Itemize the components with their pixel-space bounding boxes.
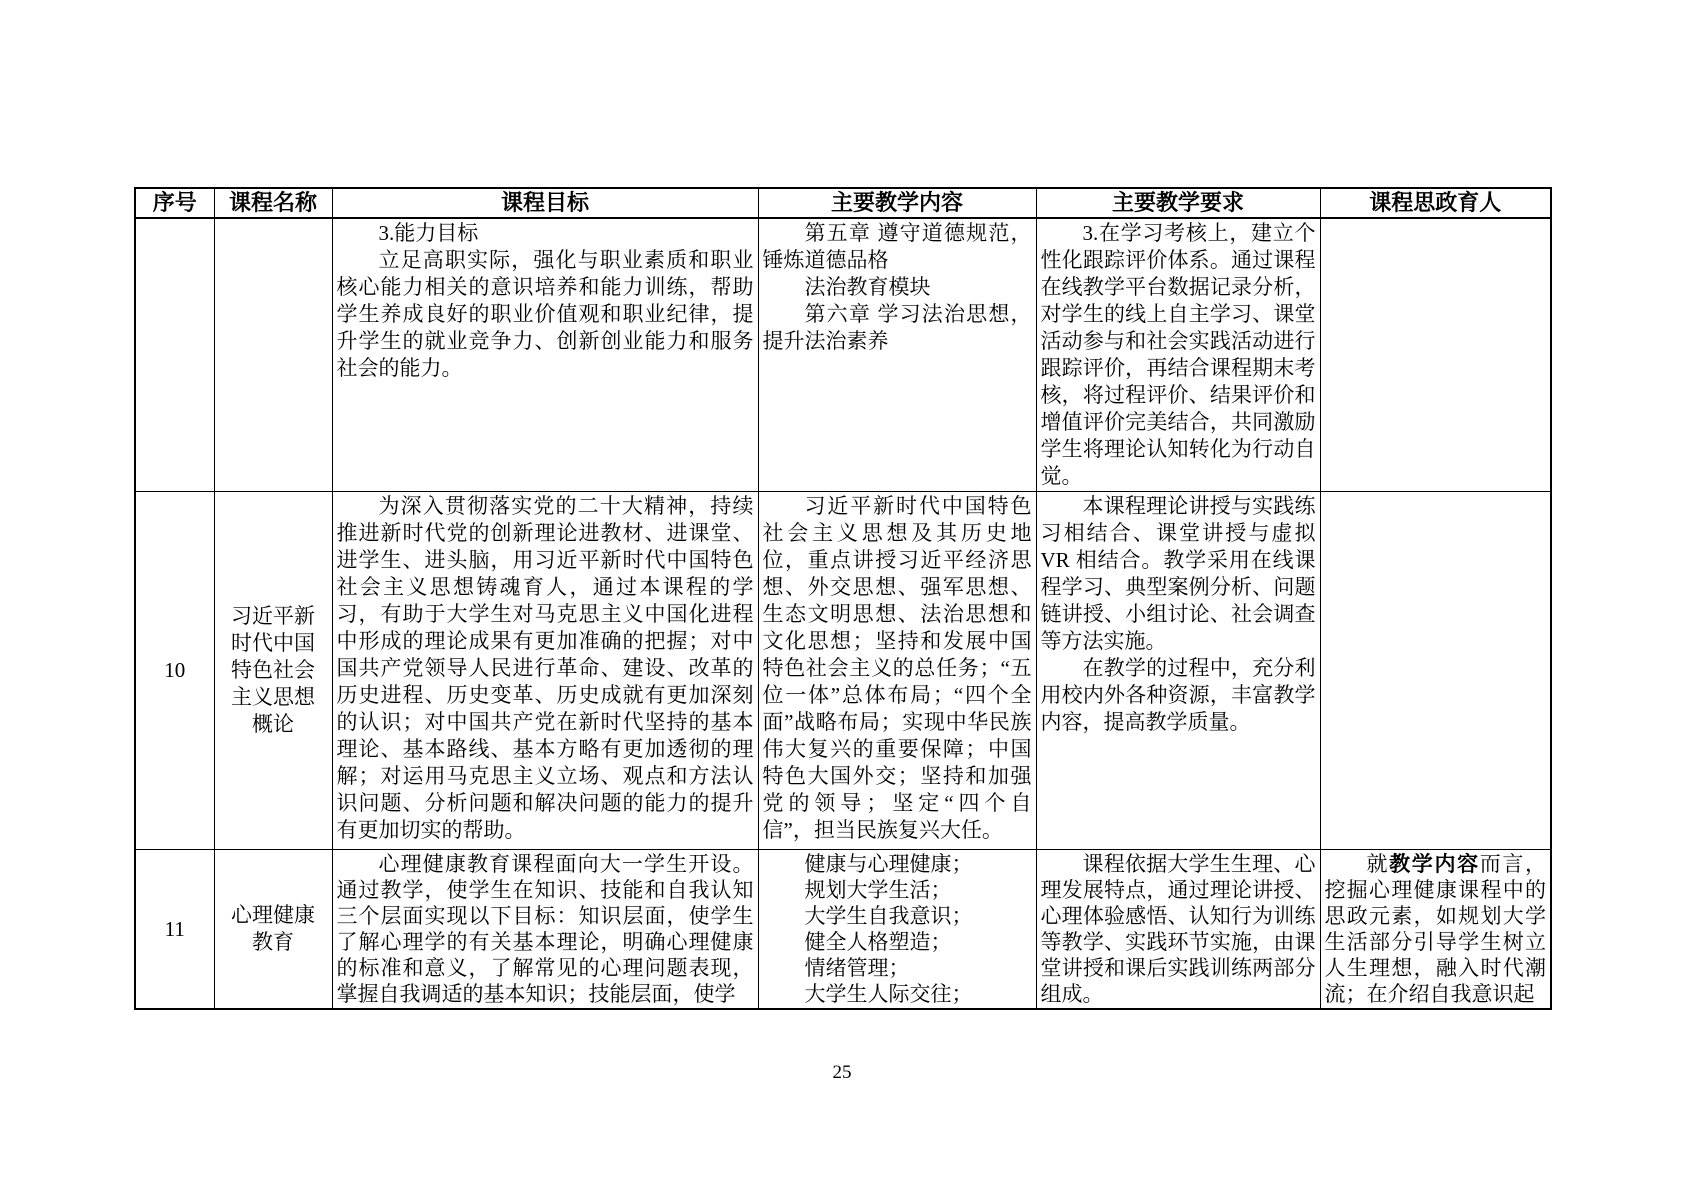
curriculum-table [134,187,1552,1010]
cell-course-goals: 为深入贯彻落实党的二十大精神，持续推进新时代党的创新理论进教材、进课堂、进学生、进头脑，用习近平新时代中国特色社会主义思想铸魂育人，通过本课程的学习，有助于大学生对马克思主义中国化进程中形成的理论成果有更加准确的把握；对中国共产党领导人民进行革命、建设、改革的历史进程、历史变革、历史成就有更加深刻的认识；对中国共产党在新时代坚持的基本理论、基本路线、基本方略有更加透彻的理解；对运用马克思主义立场、观点和方法认识问题、分析问题和解决问题的能力的提升有更加切实的帮助。 [332,492,758,850]
cell-course-name: 心理健康 教育 [214,850,332,1010]
header-cell-course-goals: 课程目标 [332,188,758,218]
cell-course-name: 习近平新 时代中国 特色社会 主义思想 概论 [214,492,332,850]
table-row [135,850,1551,1010]
cell-seq: 10 [135,492,214,850]
header-cell-seq: 序号 [135,188,214,218]
cell-teaching-content: 健康与心理健康； 规划大学生活； 大学生自我意识； 健全人格塑造； 情绪管理； 大学生人际交往； [758,850,1036,1010]
header-cell-teaching-requirements: 主要教学要求 [1036,188,1320,218]
cell-seq [135,218,214,492]
cell-ideology [1320,218,1551,492]
cell-course-goals: 心理健康教育课程面向大一学生开设。通过教学，使学生在知识、技能和自我认知三个层面实现以下目标：知识层面，使学生了解心理学的有关基本理论，明确心理健康的标准和意义，了解常见的心理问题表现，掌握自我调适的基本知识；技能层面，使学 [332,850,758,1010]
cell-teaching-content: 第五章 遵守道德规范，锤炼道德品格 法治教育模块 第六章 学习法治思想，提升法治素养 [758,218,1036,492]
cell-teaching-requirements: 3.在学习考核上，建立个性化跟踪评价体系。通过课程在线教学平台数据记录分析，对学生的线上自主学习、课堂活动参与和社会实践活动进行跟踪评价，再结合课程期末考核，将过程评价、结果评价和增值评价完美结合，共同激励学生将理论认知转化为行动自觉。 [1036,218,1320,492]
page-number: 25 [832,1062,852,1083]
header-cell-teaching-content: 主要教学内容 [758,188,1036,218]
cell-ideology [1320,492,1551,850]
header-cell-course-name: 课程名称 [214,188,332,218]
cell-teaching-requirements: 课程依据大学生生理、心理发展特点，通过理论讲授、心理体验感悟、认知行为训练等教学、实践环节实施，由课堂讲授和课后实践训练两部分组成。 [1036,850,1320,1010]
cell-course-goals: 3.能力目标 立足高职实际，强化与职业素质和职业核心能力相关的意识培养和能力训练，帮助学生养成良好的职业价值观和职业纪律，提升学生的就业竞争力、创新创业能力和服务社会的能力。 [332,218,758,492]
cell-ideology: 就教学内容而言，挖掘心理健康课程中的思政元素，如规划大学生活部分引导学生树立人生理想，融入时代潮流；在介绍自我意识起 [1320,850,1551,1010]
cell-course-name [214,218,332,492]
table-row [135,218,1551,492]
header-cell-ideology: 课程思政育人 [1320,188,1551,218]
table-header-row [135,188,1551,218]
cell-teaching-content: 习近平新时代中国特色社会主义思想及其历史地位，重点讲授习近平经济思想、外交思想、强军思想、生态文明思想、法治思想和文化思想；坚持和发展中国特色社会主义的总任务；“五位一体”总体布局；“四个全面”战略布局；实现中华民族伟大复兴的重要保障；中国特色大国外交；坚持和加强党的领导；坚定“四个自信”，担当民族复兴大任。 [758,492,1036,850]
cell-teaching-requirements: 本课程理论讲授与实践练习相结合、课堂讲授与虚拟 VR 相结合。教学采用在线课程学习、典型案例分析、问题链讲授、小组讨论、社会调查等方法实施。 在教学的过程中，充分利用校内外各种资源，丰富教学内容，提高教学质量。 [1036,492,1320,850]
cell-seq: 11 [135,850,214,1010]
table-row [135,492,1551,850]
